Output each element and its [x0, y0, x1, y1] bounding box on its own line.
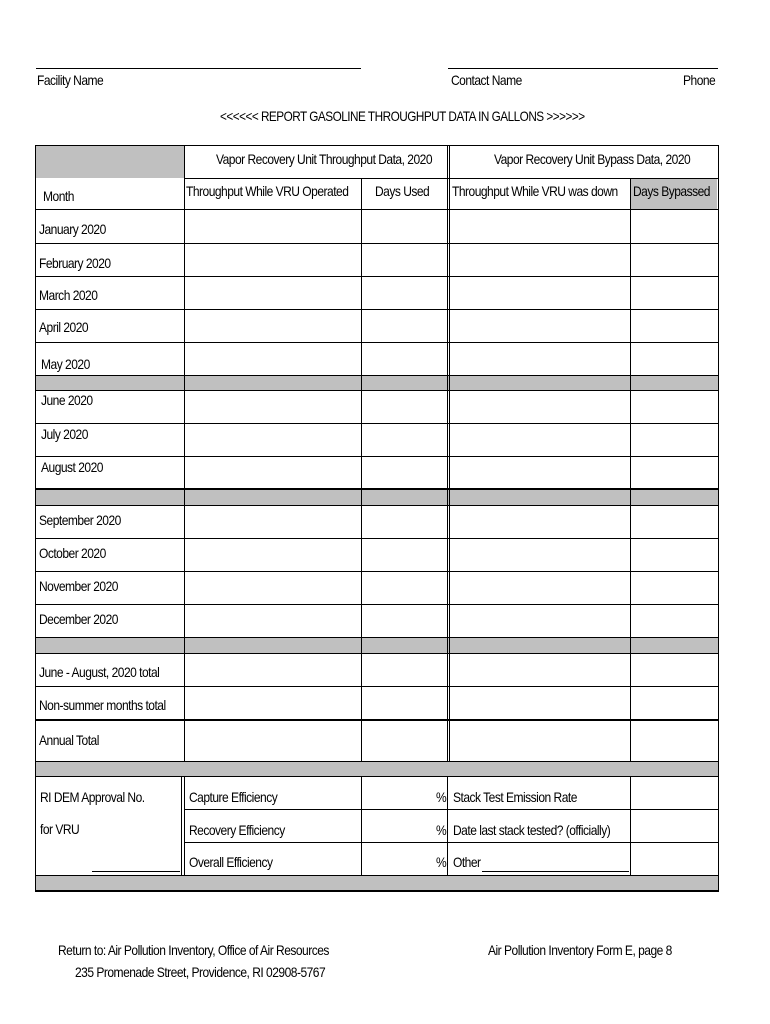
month-label: March 2020	[39, 287, 98, 303]
return-address-line1: Return to: Air Pollution Inventory, Office of Air Resources	[58, 942, 329, 958]
month-label: July 2020	[41, 426, 88, 442]
stack-test-rate-label: Stack Test Emission Rate	[453, 789, 577, 805]
separator-band	[36, 489, 718, 505]
form-page-id: Air Pollution Inventory Form E, page 8	[488, 942, 672, 958]
separator-band	[36, 875, 718, 890]
month-label: January 2020	[39, 221, 106, 237]
days-used-column-header: Days Used	[375, 183, 430, 199]
nonsummer-total-label: Non-summer months total	[39, 697, 166, 713]
annual-total-label: Annual Total	[39, 732, 99, 748]
facility-name-label: Facility Name	[37, 72, 104, 88]
approval-label-vru: for VRU	[40, 821, 80, 837]
month-label: May 2020	[41, 356, 90, 372]
month-label: June 2020	[41, 392, 93, 408]
overall-efficiency-label: Overall Efficiency	[189, 854, 273, 870]
month-label: February 2020	[39, 255, 111, 271]
throughput-group-header: Vapor Recovery Unit Throughput Data, 2020	[216, 151, 432, 167]
month-label: December 2020	[39, 611, 118, 627]
approval-label: RI DEM Approval No.	[40, 789, 145, 805]
days-bypassed-column-header: Days Bypassed	[633, 183, 710, 199]
month-label: April 2020	[39, 319, 89, 335]
throughput-column-header: Throughput While VRU Operated	[186, 183, 349, 199]
separator-band	[36, 375, 718, 390]
throughput-down-column-header: Throughput While VRU was down	[452, 183, 618, 199]
percent-sign: %	[436, 789, 447, 805]
month-label: October 2020	[39, 545, 106, 561]
contact-name-label: Contact Name	[451, 72, 522, 88]
return-address-line2: 235 Promenade Street, Providence, RI 02908-5767	[75, 964, 326, 980]
month-label: September 2020	[39, 512, 121, 528]
percent-sign: %	[436, 854, 447, 870]
month-column-header: Month	[43, 188, 74, 204]
month-header-shade	[36, 146, 184, 178]
month-label: August 2020	[41, 459, 103, 475]
other-label: Other	[453, 854, 481, 870]
bypass-group-header: Vapor Recovery Unit Bypass Data, 2020	[494, 151, 691, 167]
separator-band	[36, 761, 718, 776]
separator-band	[36, 637, 718, 653]
percent-sign: %	[436, 822, 447, 838]
stack-test-date-label: Date last stack tested? (officially)	[453, 822, 611, 838]
report-banner: <<<<<< REPORT GASOLINE THROUGHPUT DATA IN GALLONS >>>>>>	[220, 108, 585, 124]
summer-total-label: June - August, 2020 total	[39, 664, 160, 680]
recovery-efficiency-label: Recovery Efficiency	[189, 822, 285, 838]
month-label: November 2020	[39, 578, 118, 594]
phone-label: Phone	[683, 72, 716, 88]
capture-efficiency-label: Capture Efficiency	[189, 789, 278, 805]
